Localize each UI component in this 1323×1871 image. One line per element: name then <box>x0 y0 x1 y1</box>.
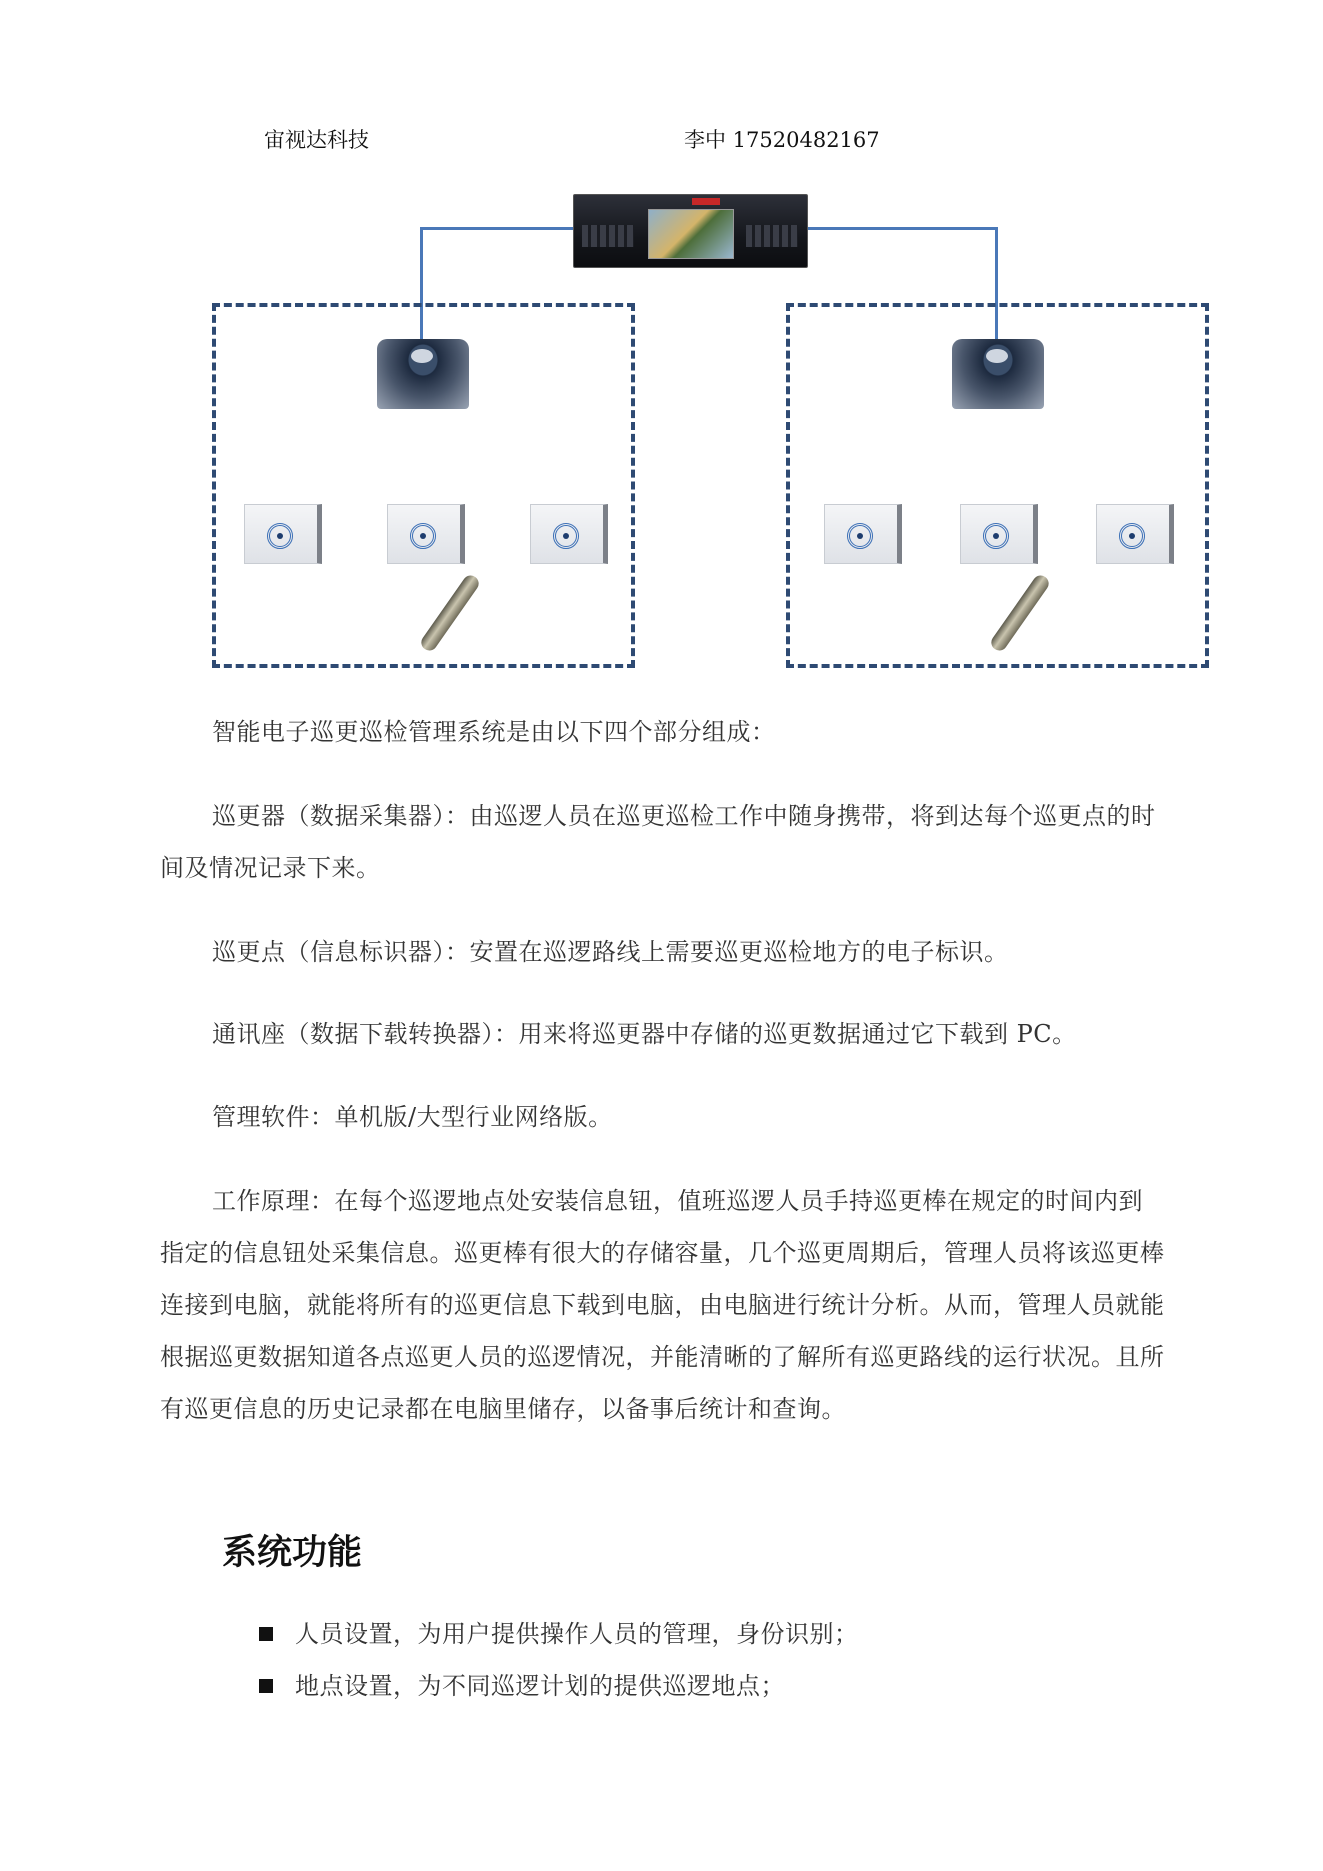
patrol-zone-left <box>212 303 635 668</box>
company-name: 宙视达科技 <box>264 128 369 152</box>
list-item-text: 地点设置，为不同巡逻计划的提供巡逻地点； <box>295 1672 785 1700</box>
rfid-waves-icon <box>1119 523 1145 549</box>
patrol-wand-image <box>988 572 1052 653</box>
contact-info: 李中 17520482167 <box>684 128 880 152</box>
checkpoint-button-image <box>530 504 608 564</box>
connection-line <box>805 227 998 230</box>
rfid-waves-icon <box>983 523 1009 549</box>
rfid-waves-icon <box>410 523 436 549</box>
dock-paragraph: 通讯座（数据下载转换器）：用来将巡更器中存储的巡更数据通过它下载到 PC。 <box>212 1020 1077 1048</box>
checkpoint-paragraph: 巡更点（信息标识器）：安置在巡逻路线上需要巡更巡检地方的电子标识。 <box>212 938 1009 966</box>
data-reader-image <box>952 339 1044 409</box>
data-reader-image <box>377 339 469 409</box>
list-item <box>259 1614 859 1649</box>
rfid-waves-icon <box>553 523 579 549</box>
rfid-waves-icon <box>847 523 873 549</box>
intro-paragraph: 智能电子巡更巡检管理系统是由以下四个部分组成： <box>212 718 776 746</box>
system-diagram <box>0 0 1323 700</box>
section-heading: 系统功能 <box>222 1533 363 1573</box>
connection-line <box>420 227 575 230</box>
bullet-square-icon <box>259 1679 273 1693</box>
patrol-zone-right <box>786 303 1209 668</box>
patrol-wand-image <box>418 572 482 653</box>
list-item-text: 人员设置，为用户提供操作人员的管理，身份识别； <box>295 1620 859 1648</box>
list-item <box>259 1666 785 1701</box>
dvr-recorder-image <box>573 194 808 268</box>
checkpoint-button-image <box>244 504 322 564</box>
rfid-waves-icon <box>267 523 293 549</box>
checkpoint-button-image <box>824 504 902 564</box>
checkpoint-button-image <box>387 504 465 564</box>
software-paragraph: 管理软件：单机版/大型行业网络版。 <box>212 1103 613 1131</box>
checkpoint-button-image <box>1096 504 1174 564</box>
principle-paragraph: 工作原理：在每个巡逻地点处安装信息钮，值班巡逻人员手持巡更棒在规定的时间内到指定的信息钮处采集信息。巡更棒有很大的存储容量，几个巡更周期后，管理人员将该巡更棒连接到电脑，就能将所有的巡更信息下载到电脑，由电脑进行统计分析。从而，管理人员就能根据巡更数据知道各点巡更人员的巡逻情况，并能清晰的了解所有巡更路线的运行状况。且所有巡更信息的历史记录都在电脑里储存，以备事后统计和查询。 <box>160 1187 1165 1423</box>
bullet-square-icon <box>259 1627 273 1641</box>
collector-paragraph: 巡更器（数据采集器）：由巡逻人员在巡更巡检工作中随身携带，将到达每个巡更点的时间及情况记录下来。 <box>160 802 1156 882</box>
checkpoint-button-image <box>960 504 1038 564</box>
